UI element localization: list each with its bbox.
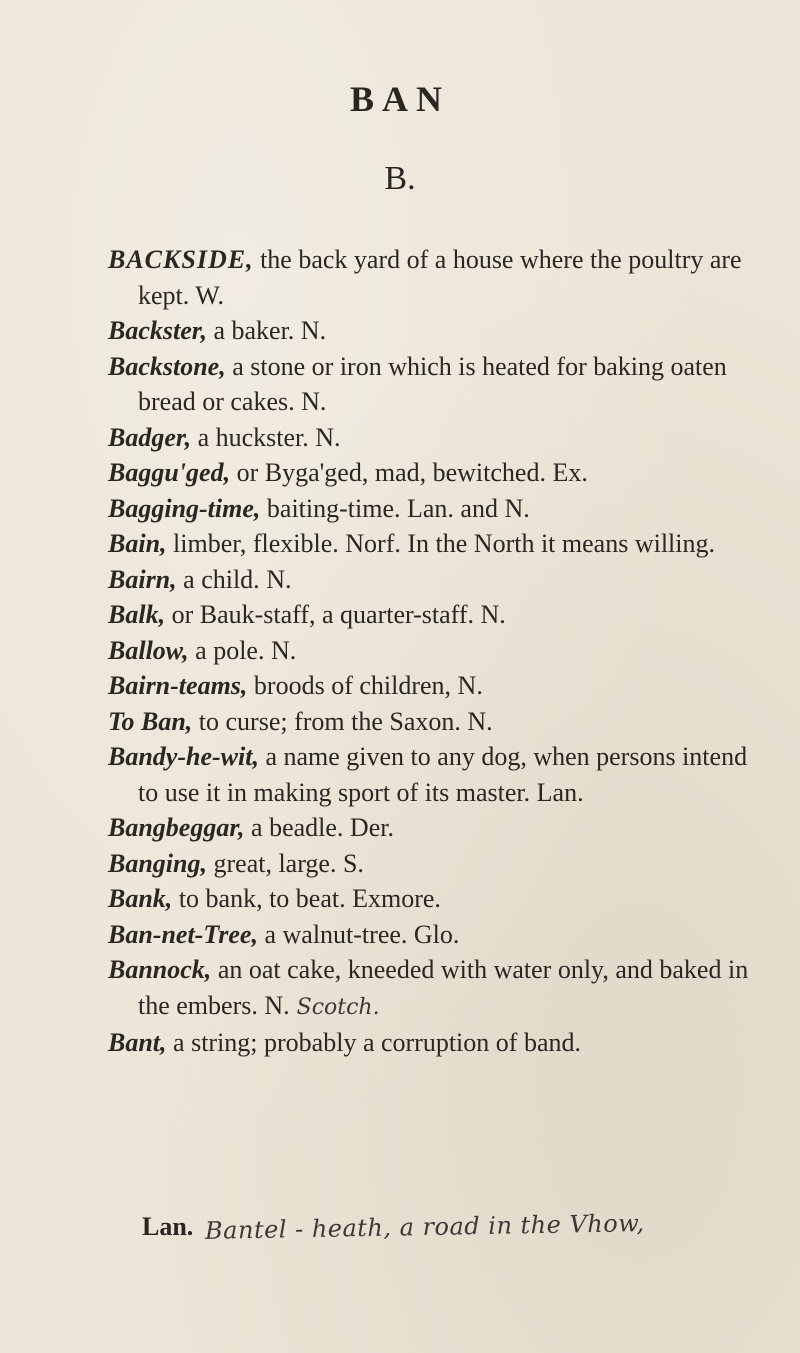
dictionary-entry <box>108 349 768 420</box>
entry-definition: limber, flexible. <box>166 529 339 558</box>
dictionary-entry <box>108 810 768 846</box>
entry-headword: Bangbeggar, <box>108 813 245 842</box>
entry-source: N. <box>264 635 297 665</box>
entry-headword: Ban-net-Tree, <box>108 919 258 949</box>
entry-source: N. <box>257 990 290 1020</box>
dictionary-entry <box>108 455 768 491</box>
dictionary-entry <box>108 952 768 1025</box>
running-head: BAN <box>349 79 450 119</box>
entry-source: N. <box>294 316 327 345</box>
entry-source: S. <box>336 848 364 878</box>
handwritten-annotation: Bantel - heath, a road in the Vhow, <box>205 1209 646 1245</box>
dictionary-entry <box>108 1025 768 1061</box>
dictionary-entry <box>108 668 768 704</box>
entry-source: N. <box>460 706 493 736</box>
entry-headword: Bannock, <box>108 955 212 984</box>
entry-source: Der. <box>343 813 394 842</box>
entry-source: Ex. <box>545 458 588 487</box>
entry-headword: Bain, <box>108 529 167 558</box>
dictionary-entry <box>108 917 768 953</box>
dictionary-entry <box>108 562 768 598</box>
entry-headword: Bant, <box>108 1028 167 1057</box>
dictionary-entry <box>108 242 768 313</box>
entry-headword: Badger, <box>108 422 192 452</box>
entry-definition: broods of children, <box>247 671 452 700</box>
entry-definition: great, large. <box>207 848 337 878</box>
entry-source: N. <box>474 600 506 629</box>
entry-definition: a stone or iron which is heated for baking oaten bread or cakes. <box>138 351 727 416</box>
entry-definition: a pole. <box>188 635 265 665</box>
entry-definition: a child. <box>176 564 260 594</box>
dictionary-entry <box>108 526 768 562</box>
entry-headword: Balk, <box>108 600 166 629</box>
dictionary-entry <box>108 881 768 917</box>
entry-source: Norf. In the North it means willing. <box>338 529 715 558</box>
letter-heading: B. <box>384 160 416 197</box>
dictionary-entry <box>108 597 768 633</box>
entry-headword: Banging, <box>108 848 207 878</box>
entry-headword: Ballow, <box>108 635 189 665</box>
entry-definition: or Byga'ged, mad, bewitched. <box>230 458 546 487</box>
dictionary-entry <box>108 491 768 527</box>
entry-source: N. <box>308 422 341 452</box>
source-abbrev: Lan. <box>142 1212 194 1241</box>
entry-source: Glo. <box>407 919 460 949</box>
entry-definition: a beadle. <box>244 813 344 842</box>
entry-definition: to curse; from the Saxon. <box>192 706 461 736</box>
entry-definition: baiting-time. <box>260 493 401 523</box>
last-line <box>142 1209 646 1245</box>
handwritten-note: Scotch. <box>289 994 380 1020</box>
dictionary-entry <box>108 739 768 810</box>
entry-headword: Bank, <box>108 884 173 913</box>
entry-definition: a baker. <box>206 316 295 345</box>
entry-definition: a string; probably a corruption of band. <box>166 1028 581 1057</box>
entry-list <box>108 242 768 1061</box>
entry-definition: to bank, to beat. <box>172 884 346 913</box>
entry-source: Lan. and N. <box>400 493 530 523</box>
entry-definition: an oat cake, kneeded with water only, and baked in the embers. <box>138 955 749 1020</box>
dictionary-entry <box>108 420 768 456</box>
entry-source: Lan. <box>530 777 584 807</box>
entry-headword: Bairn, <box>108 564 177 594</box>
dictionary-entry <box>108 313 768 349</box>
entry-headword: Backster, <box>108 316 207 345</box>
entry-source: W. <box>189 280 224 310</box>
entry-headword: Baggu'ged, <box>108 458 231 487</box>
entry-source: Exmore. <box>345 884 441 913</box>
dictionary-entry <box>108 633 768 669</box>
entry-definition: or Bauk-staff, a quarter-staff. <box>165 600 475 629</box>
entry-headword: BACKSIDE, <box>108 245 254 274</box>
entry-source: N. <box>451 671 483 700</box>
entry-definition: the back yard of a house where the poultry are kept. <box>138 245 742 310</box>
entry-headword: Bairn-teams, <box>108 671 248 700</box>
dictionary-entry <box>108 846 768 882</box>
entry-headword: To Ban, <box>108 706 193 736</box>
entry-source: N. <box>259 564 292 594</box>
entry-headword: Backstone, <box>108 351 226 381</box>
entry-definition: a walnut-tree. <box>257 919 408 949</box>
entry-source: N. <box>294 387 327 416</box>
dictionary-entry <box>108 704 768 740</box>
entry-headword: Bagging-time, <box>108 493 261 523</box>
entry-definition: a huckster. <box>191 422 309 452</box>
entry-headword: Bandy-he-wit, <box>108 742 259 771</box>
entry-definition: a name given to any dog, when persons intend to use it in making sport of its master. <box>138 742 748 807</box>
